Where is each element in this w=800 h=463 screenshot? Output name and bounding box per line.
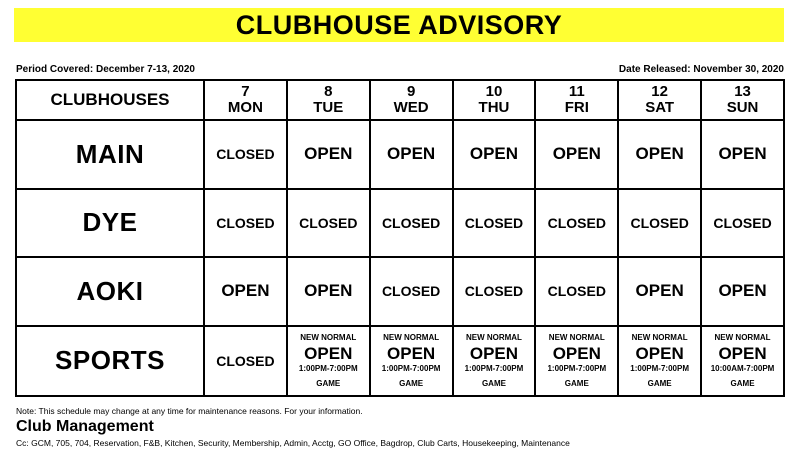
status-cell: CLOSED [618, 189, 701, 257]
status-cell: CLOSED [204, 326, 287, 396]
game-label: GAME [481, 379, 506, 389]
status-cell: CLOSED [204, 120, 287, 188]
day-header: 10 THU [453, 80, 536, 120]
hours-text: 1:00PM-7:00PM [630, 364, 689, 374]
header-row [16, 80, 784, 120]
advisory-title: CLUBHOUSE ADVISORY [235, 9, 563, 40]
clubhouse-name: MAIN [16, 120, 204, 188]
status-cell: OPEN [287, 257, 370, 325]
game-label: GAME [399, 379, 424, 389]
status-cell: OPEN [618, 257, 701, 325]
main-row [16, 120, 784, 188]
status-text: OPEN [635, 344, 684, 364]
advisory-banner [14, 8, 784, 42]
dye-row [16, 189, 784, 257]
status-cell: CLOSED [453, 189, 536, 257]
status-text: OPEN [469, 344, 519, 364]
status-cell: CLOSED [204, 189, 287, 257]
schedule-table [15, 79, 785, 397]
status-cell: CLOSED [701, 189, 784, 257]
sports-status-cell [370, 326, 453, 396]
day-header: 8 TUE [287, 80, 370, 120]
status-cell: OPEN [618, 120, 701, 188]
sports-status-cell [453, 326, 536, 396]
period-covered: Period Covered: December 7-13, 2020 [16, 64, 195, 75]
new-normal-tag: NEW NORMAL [383, 333, 440, 343]
clubhouse-name: DYE [16, 189, 204, 257]
status-cell: CLOSED [370, 189, 453, 257]
date-released: Date Released: November 30, 2020 [618, 64, 784, 75]
status-text: OPEN [387, 344, 436, 364]
status-cell: OPEN [701, 120, 784, 188]
sports-status-cell [535, 326, 618, 396]
status-cell: OPEN [204, 257, 287, 325]
status-cell: OPEN [701, 257, 784, 325]
new-normal-tag: NEW NORMAL [300, 333, 357, 343]
hours-text: 1:00PM-7:00PM [464, 364, 524, 374]
status-cell: OPEN [287, 120, 370, 188]
status-cell: CLOSED [453, 257, 536, 325]
cc-list: Cc: GCM, 705, 704, Reservation, F&B, Kitchen, Security, Membership, Admin, Acctg, GO Office, Bagdrop, Club Carts, Housekeeping, Maintenance [16, 438, 570, 448]
sports-status-cell [701, 326, 784, 396]
sports-row [16, 326, 784, 396]
signature: Club Management [16, 418, 154, 435]
new-normal-tag: NEW NORMAL [465, 333, 522, 343]
hours-text: 1:00PM-7:00PM [298, 364, 358, 374]
game-label: GAME [564, 379, 589, 389]
hours-text: 1:00PM-7:00PM [547, 364, 607, 374]
day-header: 12 SAT [618, 80, 701, 120]
status-cell: CLOSED [287, 189, 370, 257]
schedule-note: Note: This schedule may change at any time for maintenance reasons. For your information. [16, 406, 363, 416]
status-text: OPEN [552, 344, 601, 364]
game-label: GAME [730, 379, 755, 389]
day-header: 9 WED [370, 80, 453, 120]
game-label: GAME [316, 379, 341, 389]
clubhouse-name: SPORTS [16, 326, 204, 396]
status-cell: OPEN [370, 120, 453, 188]
status-cell: OPEN [453, 120, 536, 188]
clubhouses-header: CLUBHOUSES [16, 80, 204, 120]
clubhouse-name: AOKI [16, 257, 204, 325]
game-label: GAME [647, 379, 672, 389]
status-cell: OPEN [535, 120, 618, 188]
day-header: 13 SUN [701, 80, 784, 120]
status-cell: CLOSED [370, 257, 453, 325]
new-normal-tag: NEW NORMAL [714, 333, 771, 343]
status-text: OPEN [718, 344, 767, 364]
new-normal-tag: NEW NORMAL [631, 333, 688, 343]
status-cell: CLOSED [535, 257, 618, 325]
sports-status-cell [287, 326, 370, 396]
day-header: 11 FRI [535, 80, 618, 120]
hours-text: 1:00PM-7:00PM [381, 364, 441, 374]
day-header: 7 MON [204, 80, 287, 120]
hours-text: 10:00AM-7:00PM [710, 364, 775, 374]
sports-status-cell [618, 326, 701, 396]
new-normal-tag: NEW NORMAL [548, 333, 605, 343]
aoki-row [16, 257, 784, 325]
status-text: OPEN [304, 344, 353, 364]
status-cell: CLOSED [535, 189, 618, 257]
